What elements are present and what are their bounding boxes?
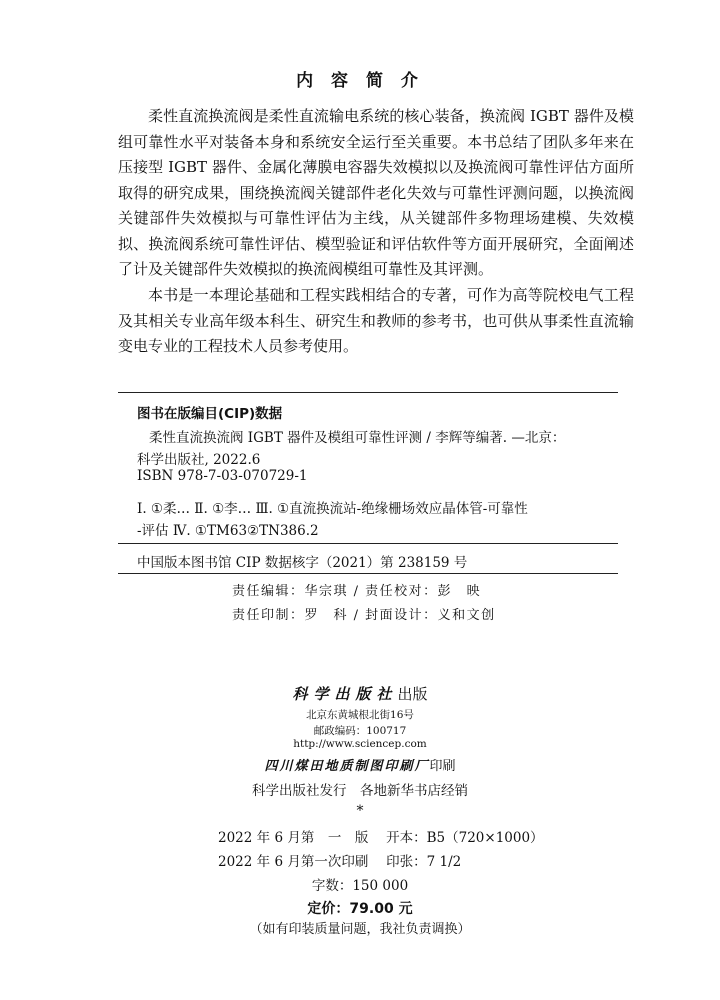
cip-line-6: 中国版本图书馆 CIP 数据核字（2021）第 238159 号 <box>137 555 468 571</box>
printer-line <box>0 755 720 774</box>
publisher-postcode: 邮政编码：100717 <box>313 725 407 737</box>
cip-line-4: Ⅰ. ①柔… Ⅱ. ①李… Ⅲ. ①直流换流站-绝缘栅场效应晶体管-可靠性 <box>137 501 528 517</box>
responsibility-production: 责任印制：罗 科 / 封面设计：义和文创 <box>232 608 496 623</box>
responsibility-editors: 责任编辑：华宗琪 / 责任校对：彭 映 <box>232 584 482 599</box>
edition-line-1: 2022 年 6 月第 一 版 开本：B5（720×1000） <box>218 830 544 846</box>
edition-line-2: 2022 年 6 月第一次印刷 印张：7 1/2 <box>218 854 462 870</box>
cip-top-rule <box>118 392 618 393</box>
cip-bottom-rule <box>118 573 618 574</box>
separator-star: * <box>356 803 364 819</box>
intro-paragraph-2-text: 本书是一本理论基础和工程实践相结合的专著，可作为高等院校电气工程及其相关专业高年级本科生、研究生和教师的参考书，也可供从事柔性直流输变电专业的工程技术人员参考使用。 <box>118 286 634 355</box>
cip-middle-rule <box>118 543 618 544</box>
intro-title: 内 容 简 介 <box>296 71 424 91</box>
cip-line-3: ISBN 978-7-03-070729-1 <box>137 468 308 484</box>
price: 定价：79.00 元 <box>307 901 413 917</box>
publisher-line <box>0 683 720 704</box>
printer-name: 四川煤田地质制图印刷厂 <box>264 759 430 774</box>
publisher-name: 科学出版社 <box>292 685 398 703</box>
distribution-line: 科学出版社发行 各地新华书店经销 <box>252 783 468 799</box>
publisher-url: http://www.sciencep.com <box>293 738 427 750</box>
publisher-suffix: 出版 <box>397 685 428 703</box>
intro-paragraph-2 <box>118 283 634 360</box>
cip-heading: 图书在版编目(CIP)数据 <box>137 406 283 422</box>
printer-suffix: 印刷 <box>429 759 456 774</box>
cip-line-1: 柔性直流换流阀 IGBT 器件及模组可靠性评测 / 李辉等编著. —北京： <box>149 430 566 446</box>
word-count: 字数：150 000 <box>311 878 409 894</box>
publisher-address: 北京东黄城根北街16号 <box>306 709 414 721</box>
quality-notice: （如有印装质量问题，我社负责调换） <box>249 922 471 937</box>
intro-paragraph-1-text: 柔性直流换流阀是柔性直流输电系统的核心装备，换流阀 IGBT 器件及模组可靠性水平对装备本身和系统安全运行至关重要。本书总结了团队多年来在压接型 IGBT 器件、金属化薄膜电容器失效模拟以及换流阀可靠性评估方面所取得的研究成果，围绕换流阀关键部件老化失效与可靠性评测问题，以换流阀关键部件失效模拟与可靠性评估为主线，从关键部件多物理场建模、失效模拟、换流阀系统可靠性评估、模型验证和评估软件等方面开展研究，全面阐述了计及关键部件失效模拟的换流阀模组可靠性及其评测。 <box>118 107 634 278</box>
cip-line-2: 科学出版社, 2022.6 <box>137 452 261 468</box>
intro-paragraph-1 <box>118 104 634 283</box>
cip-line-5: -评估 Ⅳ. ①TM63②TN386.2 <box>137 523 319 539</box>
